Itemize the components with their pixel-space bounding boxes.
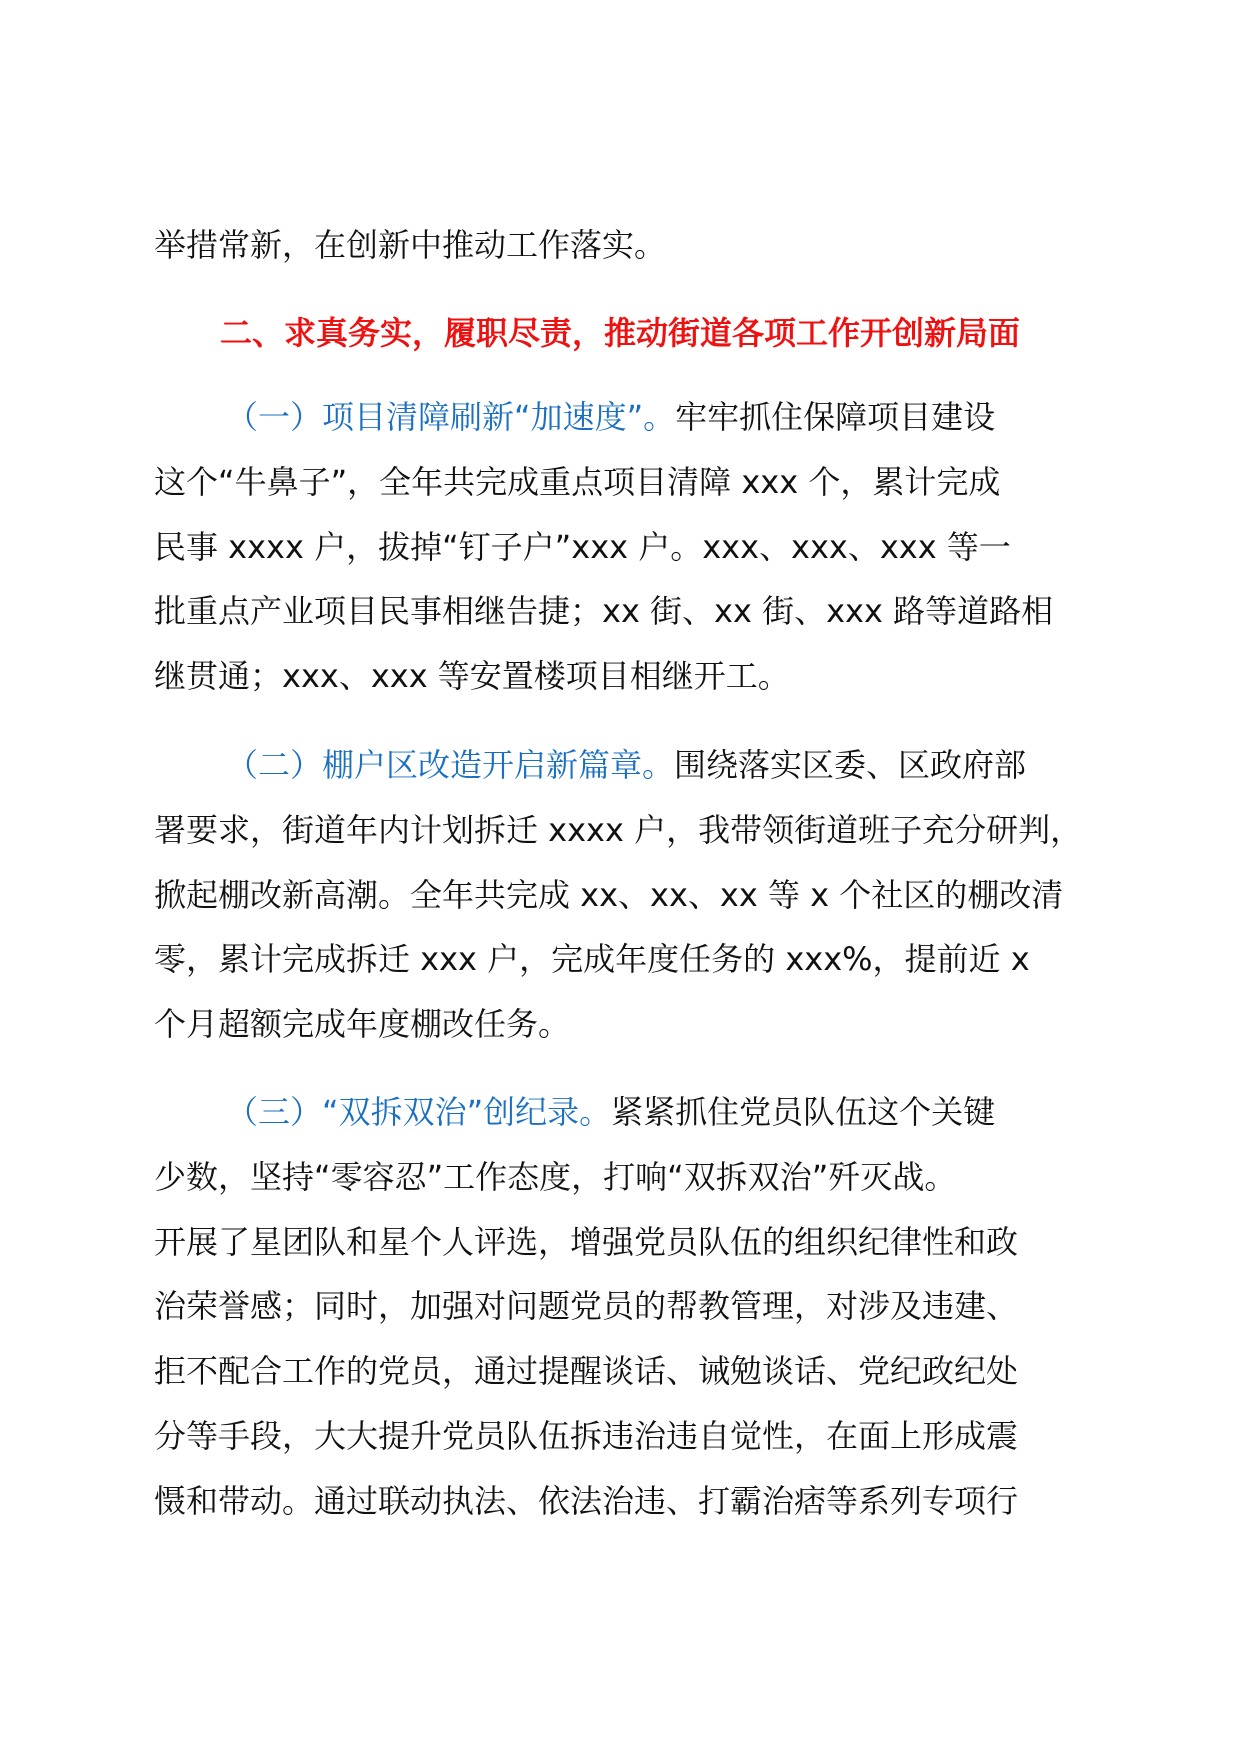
text-line: 治荣誉感；同时，加强对问题党员的帮教管理，对涉及违建、 [154, 1287, 1019, 1326]
paragraph-subheading: （二）棚户区改造开启新篇章。 [226, 746, 675, 784]
first-line-text: 围绕落实区委、区政府部 [674, 746, 1027, 784]
paragraph-subheading: （三）“双拆双治”创纪录。 [226, 1093, 612, 1131]
paragraph-subheading: （一）项目清障刷新“加速度”。 [226, 398, 676, 436]
text-line: 批重点产业项目民事相继告捷；xx 街、xx 街、xxx 路等道路相 [154, 592, 1054, 631]
paragraph-first-line [154, 1080, 1094, 1145]
text-line: 分等手段，大大提升党员队伍拆违治违自觉性，在面上形成震 [154, 1416, 1019, 1455]
section-heading: 二、求真务实，履职尽责，推动街道各项工作开创新局面 [219, 314, 1020, 352]
text-line: 民事 xxxx 户，拔掉“钉子户”xxx 户。xxx、xxx、xxx 等一 [154, 527, 1011, 566]
text-line: 个月超额完成年度棚改任务。 [154, 1005, 571, 1044]
first-line-text: 紧紧抓住党员队伍这个关键 [611, 1093, 996, 1131]
text-line: 举措常新，在创新中推动工作落实。 [154, 226, 667, 264]
text-line: 继贯通；xxx、xxx 等安置楼项目相继开工。 [154, 657, 790, 696]
text-line: 少数，坚持“零容忍”工作态度，打响“双拆双治”歼灭战。 [154, 1157, 957, 1196]
text-line: 署要求，街道年内计划拆迁 xxxx 户，我带领街道班子充分研判， [154, 810, 1083, 849]
text-line: 开展了星团队和星个人评选，增强党员队伍的组织纪律性和政 [154, 1222, 1019, 1261]
first-line-text: 牢牢抓住保障项目建设 [675, 398, 996, 436]
continued-paragraph [154, 213, 1094, 278]
paragraph-first-line [154, 385, 1094, 450]
text-line: 掀起棚改新高潮。全年共完成 xx、xx、xx 等 x 个社区的棚改清 [154, 875, 1064, 914]
text-line: 慑和带动。通过联动执法、依法治违、打霸治痞等系列专项行 [154, 1481, 1019, 1520]
paragraph-1 [154, 385, 1094, 709]
paragraph-first-line [154, 733, 1094, 798]
paragraph-2 [154, 733, 1094, 1057]
text-line: 零，累计完成拆迁 xxx 户，完成年度任务的 xxx%，提前近 x [154, 940, 1030, 979]
text-line: 这个“牛鼻子”，全年共完成重点项目清障 xxx 个，累计完成 [154, 462, 1001, 501]
paragraph-3 [154, 1080, 1094, 1534]
text-line: 拒不配合工作的党员，通过提醒谈话、诫勉谈话、党纪政纪处 [154, 1352, 1019, 1391]
